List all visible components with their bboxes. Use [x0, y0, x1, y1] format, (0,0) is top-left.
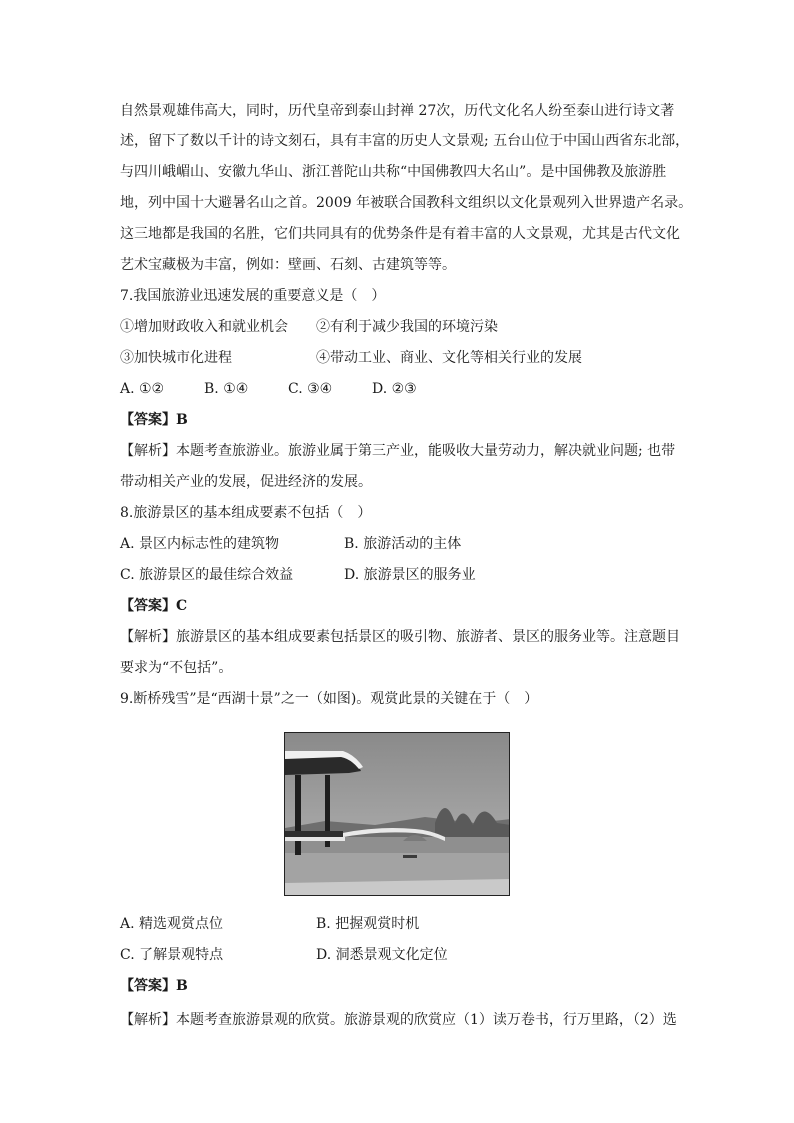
q7-choice-a: A. ①② — [120, 381, 165, 397]
q8-answer: 【答案】C — [120, 598, 188, 614]
q9-analysis: 【解析】本题考查旅游景观的欣赏。旅游景观的欣赏应（1）读万卷书，行万里路，（2）选 — [120, 1012, 677, 1028]
q7-analysis: 带动相关产业的发展，促进经济的发展。 — [120, 474, 372, 490]
q7-choice-c: C. ③④ — [288, 381, 333, 397]
q7-stem: 7.我国旅游业迅速发展的重要意义是（ ） — [120, 288, 386, 304]
q7-item: ②有利于减少我国的环境污染 — [316, 319, 498, 335]
q9-choice-c: C. 了解景观特点 — [120, 947, 224, 963]
q7-item: ④带动工业、商业、文化等相关行业的发展 — [316, 350, 582, 366]
passage-line: 自然景观雄伟高大，同时，历代皇帝到泰山封禅 27次，历代文化名人纷至泰山进行诗文著 — [120, 103, 675, 119]
photo-illustration — [285, 733, 510, 896]
passage-line: 地，列中国十大避暑名山之首。2009 年被联合国教科文组织以文化景观列入世界遗产名录。 — [120, 195, 693, 211]
q7-choice-b: B. ①④ — [204, 381, 249, 397]
q8-stem: 8.旅游景区的基本组成要素不包括（ ） — [120, 505, 372, 521]
q7-answer: 【答案】B — [120, 412, 188, 428]
q9-answer: 【答案】B — [120, 978, 188, 994]
q8-analysis: 【解析】旅游景区的基本组成要素包括景区的吸引物、旅游者、景区的服务业等。注意题目 — [120, 629, 680, 645]
broken-bridge-snow-photo — [284, 732, 510, 896]
q8-choice-c: C. 旅游景区的最佳综合效益 — [120, 567, 294, 583]
q8-choice-d: D. 旅游景区的服务业 — [344, 567, 476, 583]
q7-item: ①增加财政收入和就业机会 — [120, 319, 288, 335]
q7-item: ③加快城市化进程 — [120, 350, 232, 366]
q8-analysis: 要求为“不包括”。 — [120, 660, 233, 676]
q8-choice-b: B. 旅游活动的主体 — [344, 536, 462, 552]
q9-choice-b: B. 把握观赏时机 — [316, 916, 420, 932]
q8-choice-a: A. 景区内标志性的建筑物 — [120, 536, 280, 552]
q9-choice-a: A. 精选观赏点位 — [120, 916, 224, 932]
q7-analysis: 【解析】本题考查旅游业。旅游业属于第三产业，能吸收大量劳动力，解决就业问题; 也带 — [120, 443, 676, 459]
q9-stem: 9.断桥残雪”是“西湖十景”之一（如图)。观赏此景的关键在于（ ） — [120, 691, 539, 707]
passage-line: 艺术宝藏极为丰富，例如：壁画、石刻、古建筑等等。 — [120, 257, 456, 273]
passage-line: 与四川峨嵋山、安徽九华山、浙江普陀山共称“中国佛教四大名山”。是中国佛教及旅游胜 — [120, 164, 667, 180]
passage-line: 这三地都是我国的名胜，它们共同具有的优势条件是有着丰富的人文景观，尤其是古代文化 — [120, 226, 680, 242]
q9-choice-d: D. 洞悉景观文化定位 — [316, 947, 448, 963]
q7-choice-d: D. ②③ — [372, 381, 417, 397]
passage-line: 述，留下了数以千计的诗文刻石，具有丰富的历史人文景观; 五台山位于中国山西省东北部， — [120, 133, 690, 149]
